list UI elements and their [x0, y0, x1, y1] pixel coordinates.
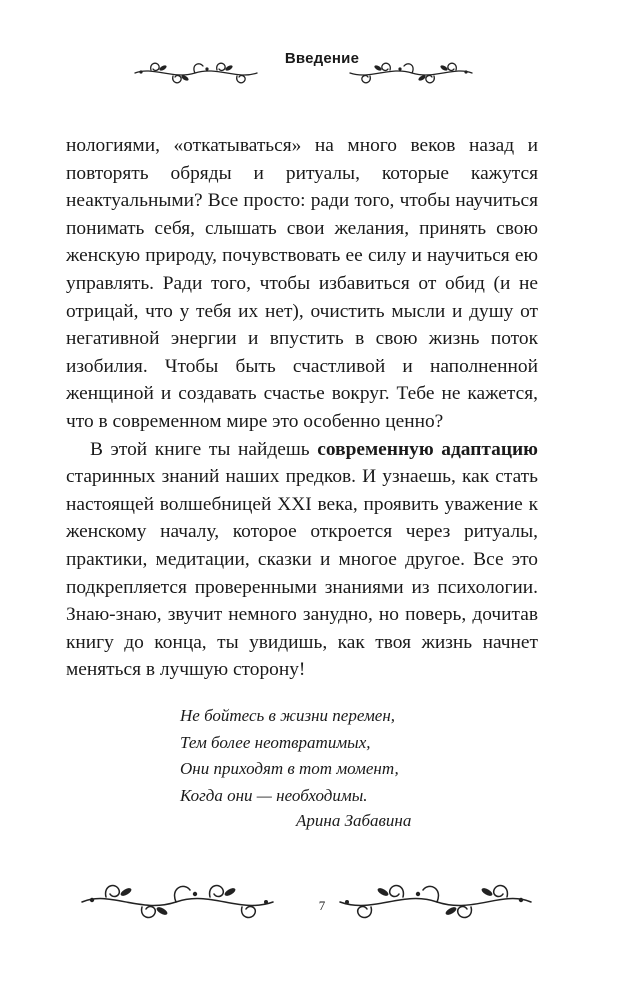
paragraph-2-start: В этой книге ты найдешь [90, 438, 318, 460]
poem-line: Тем более неотвратимых, [180, 732, 371, 752]
floral-flourish-icon [133, 60, 259, 86]
poem-author: Арина Забавина [296, 811, 412, 830]
paragraph-2 [66, 436, 538, 684]
page-header-title: Введение [284, 50, 360, 67]
bold-phrase: современную адаптацию [317, 438, 538, 460]
page-number: 7 [318, 898, 326, 913]
paragraph-2-end: старинных знаний наших предков. И узнаешь, как стать настоящей волшебницей XXI века, проявить уважение к женскому началу, которое откроется через ритуалы, практики, медитации, сказки и многое другое. Все это подкрепляется проверенными знаниями из психологии. Знаю-знаю, звучит немного занудно, но поверь, дочитав книгу до конца, ты увидишь, как твоя жизнь начнет меняться в лучшую сторону! [66, 466, 538, 681]
paragraph-1: нологиями, «откатываться» на много веков назад и повторять обряды и ритуалы, которые кажутся неактуальными? Все просто: ради того, чтобы научиться понимать себя, слышать свои желания, принять свою женскую природу, почувствовать ее силу и научиться ею управлять. Ради того, чтобы избавиться от обид (и не отрицай, что у тебя их нет), очистить мысли и душу от негативной энергии и впустить в свою жизнь поток изобилия. Чтобы быть счастливой и наполненной женщиной и создавать счастье вокруг. Тебе не кажется, что в современном мире это особенно ценно? [66, 135, 538, 432]
floral-flourish-icon [348, 60, 474, 86]
epigraph-poem [180, 703, 480, 809]
poem-line: Не бойтесь в жизни перемен, [180, 706, 396, 725]
poem-line: Они приходят в тот момент, [180, 759, 399, 778]
body-text [66, 132, 538, 684]
floral-flourish-icon [338, 880, 533, 922]
poem-line: Когда они — необходимы. [180, 785, 368, 805]
